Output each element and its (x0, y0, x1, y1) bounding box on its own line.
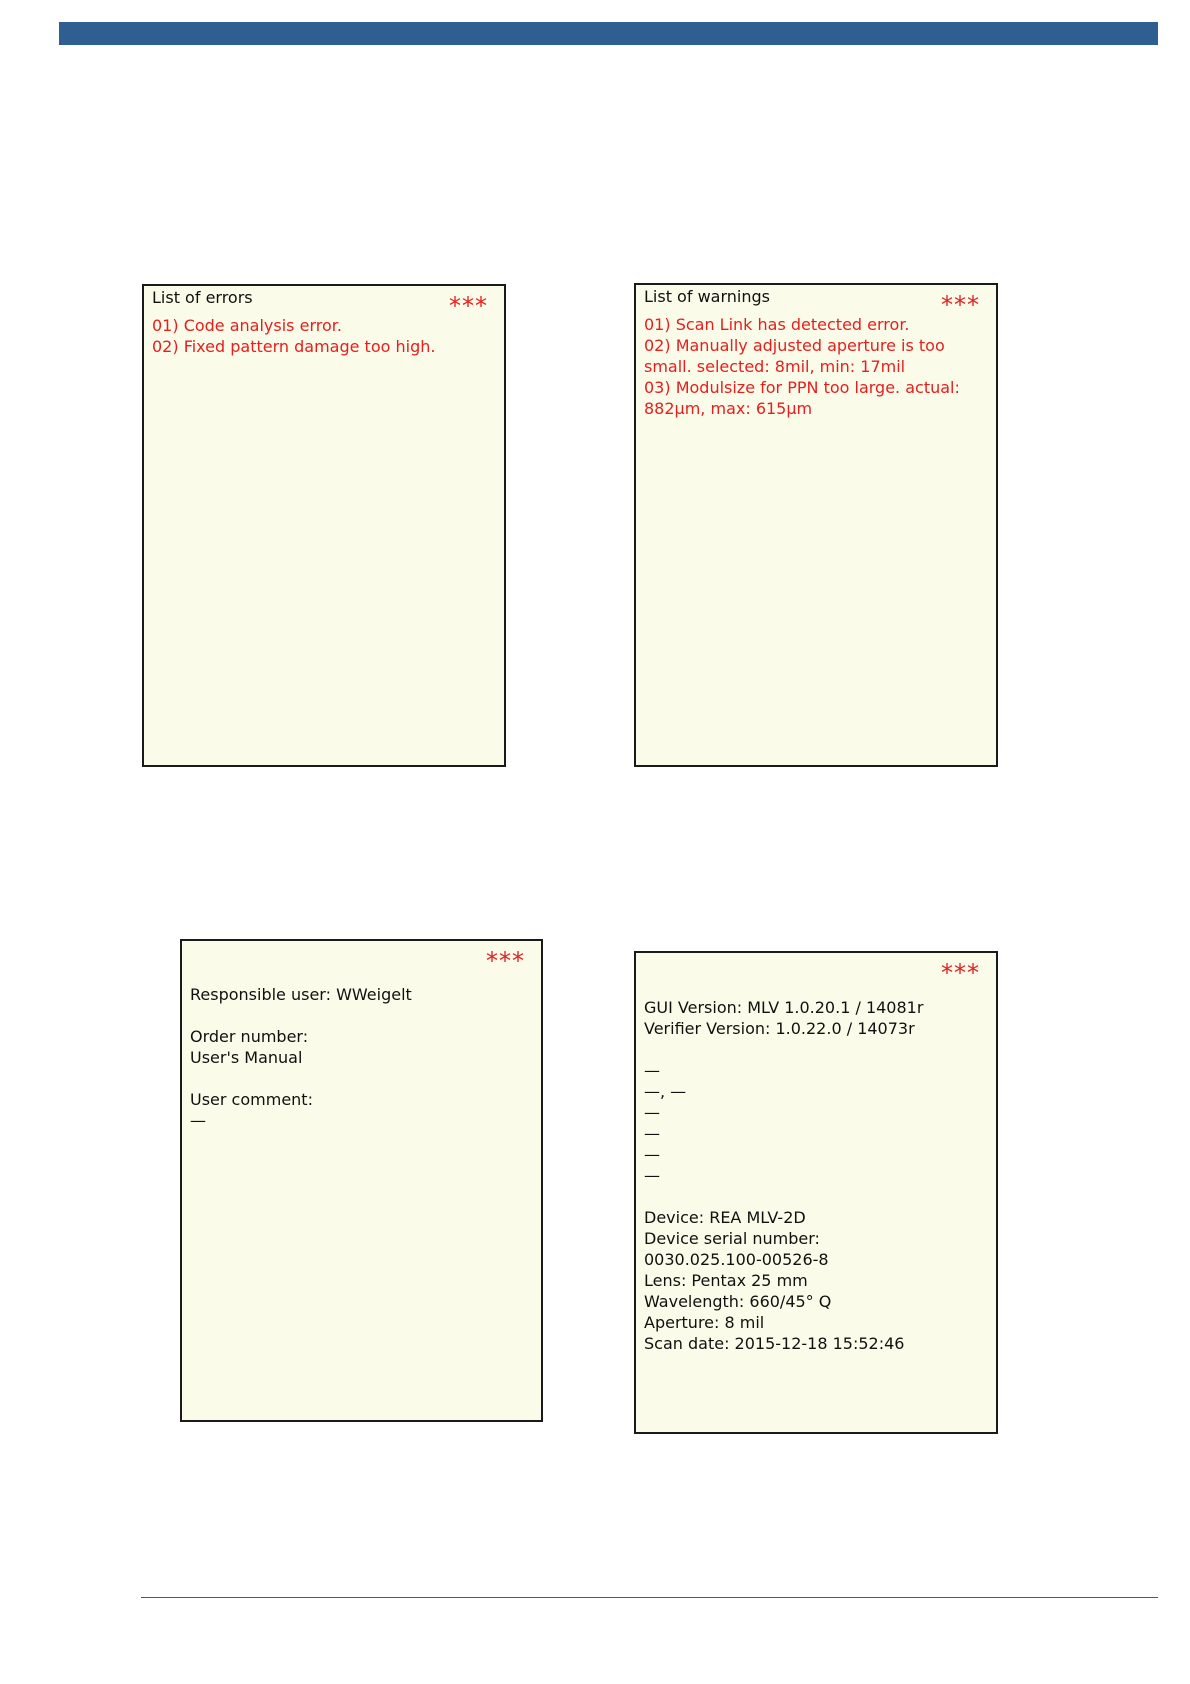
warning-line: 03) Modulsize for PPN too large. actual: (644, 378, 960, 397)
device-info-marker: *** (941, 959, 980, 987)
warnings-list (644, 314, 972, 419)
gui-version: GUI Version: MLV 1.0.20.1 / 14081r (644, 998, 924, 1017)
user-comment-label: User comment: (190, 1090, 313, 1109)
scan-date: Scan date: 2015-12-18 15:52:46 (644, 1334, 905, 1353)
user-comment-value: — (190, 1111, 206, 1130)
warning-line: 882µm, max: 615µm (644, 399, 813, 418)
errors-marker: *** (449, 292, 488, 320)
placeholder-line: — (644, 1061, 660, 1080)
errors-panel (142, 284, 506, 767)
placeholder-line: — (644, 1124, 660, 1143)
placeholder-line: — (644, 1145, 660, 1164)
placeholder-line: — (644, 1166, 660, 1185)
user-info-body (190, 984, 517, 1131)
header-bar (59, 22, 1158, 45)
order-number-label: Order number: (190, 1027, 309, 1046)
device-info-panel (634, 951, 998, 1434)
placeholder-line: —, — (644, 1082, 687, 1101)
user-info-panel (180, 939, 543, 1422)
order-number-value: User's Manual (190, 1048, 303, 1067)
warning-line: 02) Manually adjusted aperture is too (644, 336, 945, 355)
wavelength-info: Wavelength: 660/45° Q (644, 1292, 832, 1311)
warning-line: 01) Scan Link has detected error. (644, 315, 910, 334)
responsible-user: Responsible user: WWeigelt (190, 985, 412, 1004)
serial-number-value: 0030.025.100-00526-8 (644, 1250, 829, 1269)
footer-rule (141, 1597, 1158, 1598)
warnings-panel (634, 283, 998, 767)
verifier-version: Verifier Version: 1.0.22.0 / 14073r (644, 1019, 915, 1038)
errors-list (152, 315, 480, 357)
error-item: 02) Fixed pattern damage too high. (152, 337, 436, 356)
device-name: Device: REA MLV-2D (644, 1208, 806, 1227)
device-info-body (644, 997, 972, 1354)
warnings-panel-title: List of warnings (644, 287, 770, 306)
warnings-marker: *** (941, 291, 980, 319)
error-item: 01) Code analysis error. (152, 316, 342, 335)
serial-number-label: Device serial number: (644, 1229, 820, 1248)
placeholder-line: — (644, 1103, 660, 1122)
user-info-marker: *** (486, 947, 525, 975)
lens-info: Lens: Pentax 25 mm (644, 1271, 808, 1290)
errors-panel-title: List of errors (152, 288, 253, 307)
warning-line: small. selected: 8mil, min: 17mil (644, 357, 906, 376)
aperture-info: Aperture: 8 mil (644, 1313, 765, 1332)
